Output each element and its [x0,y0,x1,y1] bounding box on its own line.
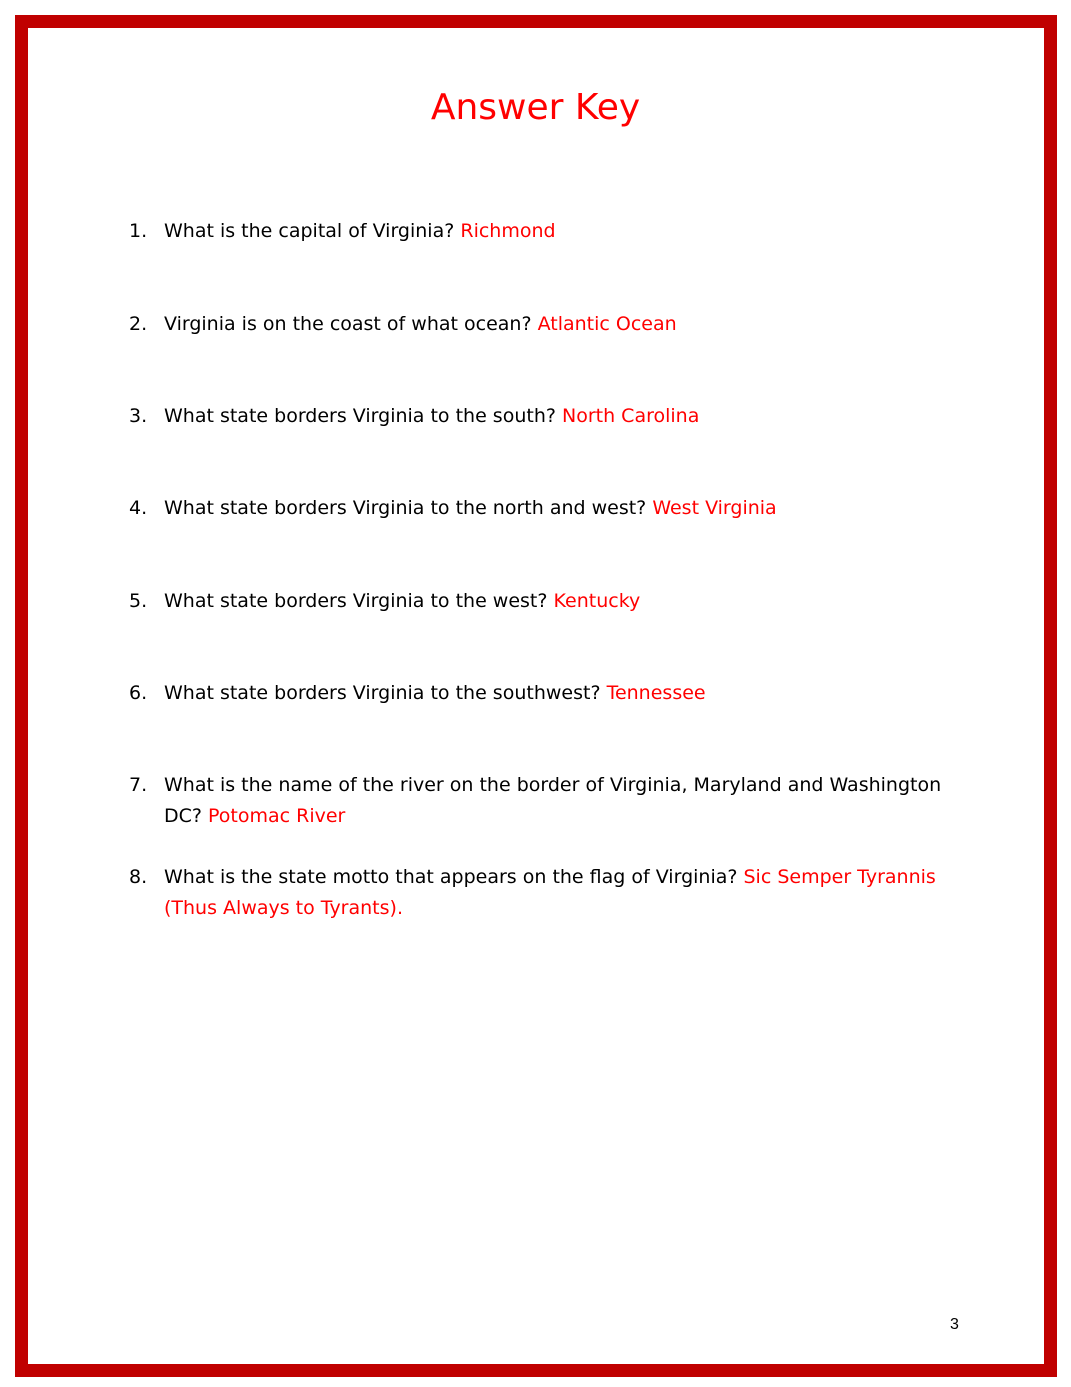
question-item [129,216,969,247]
question-number: 5. [129,590,148,612]
question-item [129,401,969,432]
answer-text: Potomac River [208,805,346,827]
question-text: What state borders Virginia to the west? [164,590,548,612]
question-text: What state borders Virginia to the north and west? [164,497,647,519]
answer-text: Sic Semper Tyrannis (Thus Always to Tyrants). [164,866,936,919]
answer-text: Richmond [460,220,556,242]
question-text: Virginia is on the coast of what ocean? [164,313,532,335]
question-number: 6. [129,682,148,704]
question-item [129,493,969,524]
question-item [129,862,969,924]
answer-text: Atlantic Ocean [537,313,677,335]
question-number: 7. [129,774,148,796]
question-item [129,309,969,340]
answer-text: West Virginia [652,497,777,519]
question-number: 4. [129,497,148,519]
question-item [129,678,969,709]
question-text: What state borders Virginia to the south? [164,405,556,427]
question-text: What is the state motto that appears on the flag of Virginia? [164,866,738,888]
question-text: What is the name of the river on the border of Virginia, Maryland and Washington DC? [164,774,942,827]
question-number: 3. [129,405,148,427]
question-item [129,770,969,832]
answer-text: North Carolina [562,405,700,427]
question-number: 2. [129,313,148,335]
page-number: 3 [950,1316,959,1333]
answer-text: Kentucky [553,590,641,612]
question-item [129,586,969,617]
page-title: Answer Key [430,87,641,128]
question-number: 8. [129,866,148,888]
answer-text: Tennessee [606,682,706,704]
question-number: 1. [129,220,148,242]
question-text: What is the capital of Virginia? [164,220,455,242]
question-text: What state borders Virginia to the southwest? [164,682,601,704]
